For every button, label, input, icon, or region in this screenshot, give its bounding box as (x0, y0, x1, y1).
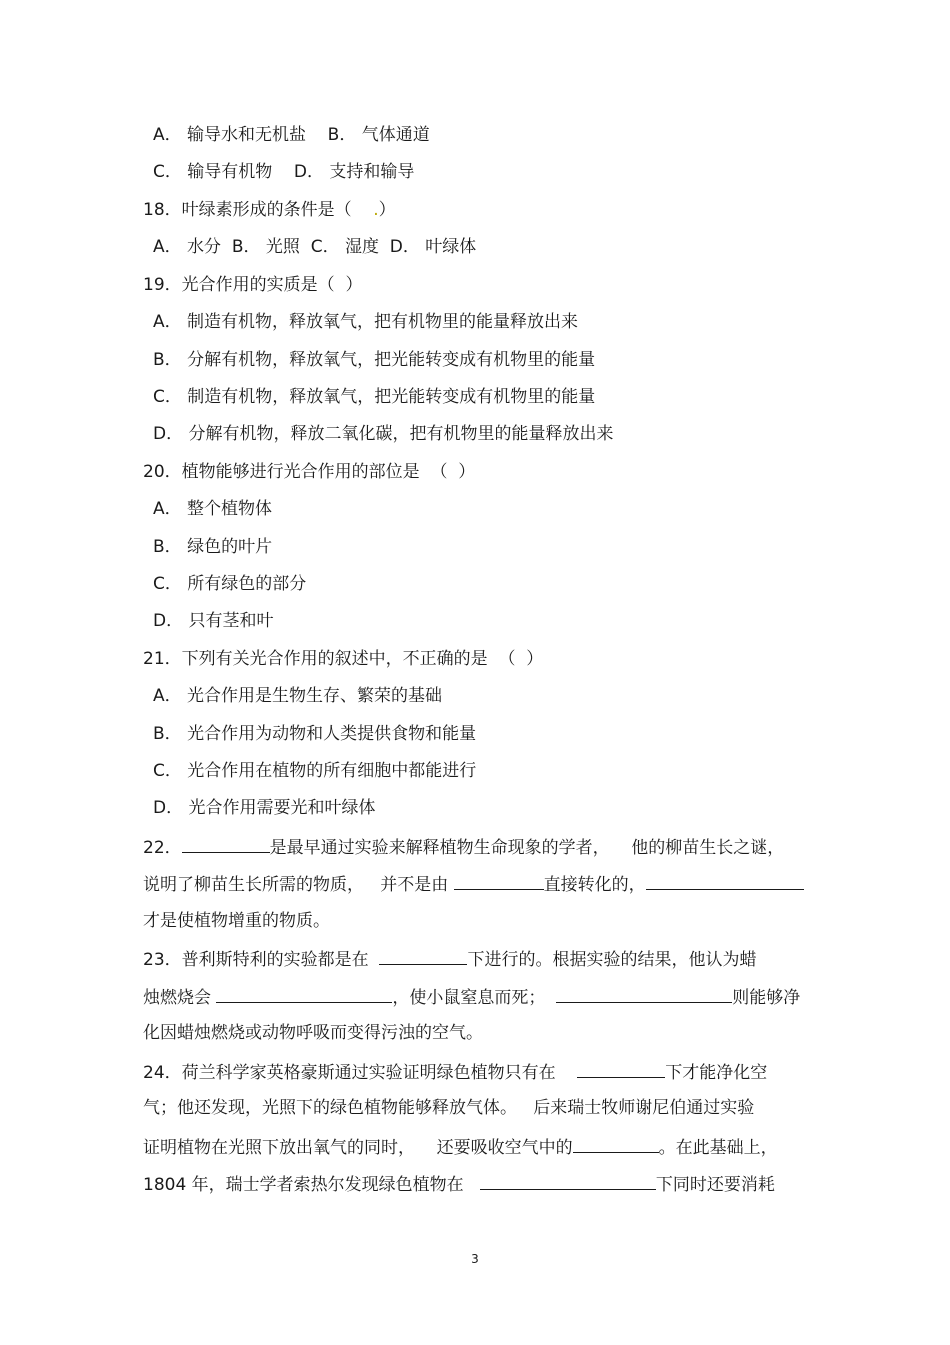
q20-stem: 20．植物能够进行光合作用的部位是 （ ） (143, 462, 476, 482)
q17-options-row2 (153, 161, 414, 183)
q24-line3: 证明植物在光照下放出氧气的同时， 还要吸收空气中的 。在此基础上， (143, 1135, 778, 1159)
q19-stem: 19．光合作用的实质是（ ） (143, 275, 363, 295)
q19-option-c: C． 制造有机物，释放氧气，把光能转变成有机物里的能量 (153, 387, 596, 407)
q24-blank-3[interactable] (480, 1172, 656, 1190)
q18-options: A． 水分 B． 光照 C． 湿度 D． 叶绿体 (153, 237, 477, 257)
q24-line1: 24．荷兰科学家英格豪斯通过实验证明绿色植物只有在 下才能净化空 (143, 1060, 767, 1084)
q19-option-a: A． 制造有机物，释放氧气，把有机物里的能量释放出来 (153, 312, 579, 332)
q20-option-d: D． 只有茎和叶 (153, 611, 274, 631)
q17-option-b: B． 气体通道 (327, 125, 430, 145)
q24-line4: 1804 年，瑞士学者索热尔发现绿色植物在 下同时还要消耗 (143, 1172, 775, 1196)
q20-option-b: B． 绿色的叶片 (153, 537, 273, 557)
q18-mark: . (373, 200, 379, 220)
page-number: 3 (471, 1252, 479, 1266)
q17-options-row1 (153, 124, 430, 146)
q17-option-c: C． 输导有机物 (153, 162, 273, 182)
q21-stem: 21．下列有关光合作用的叙述中，不正确的是 （ ） (143, 649, 544, 669)
q22-line3: 才是使植物增重的物质。 (143, 911, 330, 931)
q21-option-c: C． 光合作用在植物的所有细胞中都能进行 (153, 761, 477, 781)
q24-line2: 气；他还发现，光照下的绿色植物能够释放气体。 后来瑞士牧师谢尼伯通过实验 (143, 1098, 755, 1118)
q22-line2: 说明了柳苗生长所需的物质， 并不是由 直接转化的， (143, 872, 804, 896)
q24-blank-1[interactable] (577, 1060, 665, 1078)
q24-blank-2[interactable] (573, 1135, 659, 1153)
q23-line2: 烛燃烧会 ，使小鼠窒息而死； 则能够净 (143, 985, 800, 1009)
q23-blank-2[interactable] (216, 985, 392, 1003)
q20-option-c: C． 所有绿色的部分 (153, 574, 307, 594)
q22-blank-2[interactable] (454, 872, 544, 890)
q23-blank-3[interactable] (556, 985, 732, 1003)
q17-option-d: D． 支持和输导 (293, 162, 415, 182)
q19-option-d: D． 分解有机物，释放二氧化碳，把有机物里的能量释放出来 (153, 424, 614, 444)
q23-blank-1[interactable] (379, 947, 467, 965)
q22-blank-3[interactable] (646, 872, 804, 890)
q21-option-b: B． 光合作用为动物和人类提供食物和能量 (153, 724, 477, 744)
q21-option-a: A． 光合作用是生物生存、繁荣的基础 (153, 686, 443, 706)
q21-option-d: D． 光合作用需要光和叶绿体 (153, 798, 376, 818)
q18-stem: 18．叶绿素形成的条件是（ .） (143, 200, 396, 220)
q22-blank-1[interactable] (182, 835, 270, 853)
q23-line1: 23．普利斯特利的实验都是在 下进行的。根据实验的结果，他认为蜡 (143, 947, 756, 971)
q19-option-b: B． 分解有机物，释放氧气，把光能转变成有机物里的能量 (153, 350, 596, 370)
q23-line3: 化因蜡烛燃烧或动物呼吸而变得污浊的空气。 (143, 1023, 483, 1043)
q17-option-a: A． 输导水和无机盐 (153, 125, 307, 145)
q20-option-a: A． 整个植物体 (153, 499, 273, 519)
q22-line1: 22． 是最早通过实验来解释植物生命现象的学者， 他的柳苗生长之谜， (143, 835, 784, 859)
